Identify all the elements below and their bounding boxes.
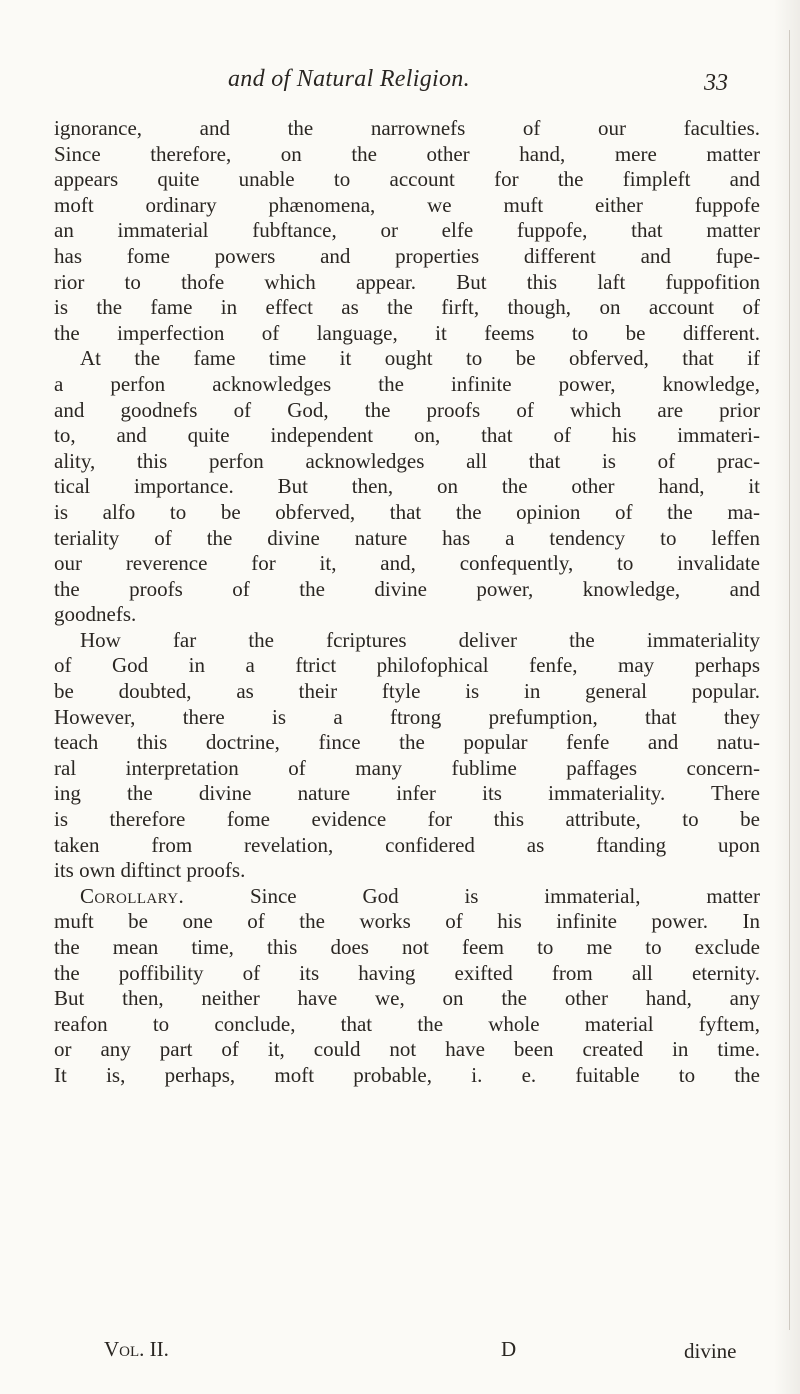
text-line: a perfon acknowledges the infinite power, knowledge, [54,371,760,396]
text-line: appears quite unable to account for the fimpleft and [54,167,760,192]
signature-line [54,1337,760,1367]
catchword: divine [684,1339,737,1363]
corollary-text: Since God is immaterial, matter [249,883,760,908]
text-line: It is, perhaps, moft probable, i. e. fuitable to the [54,1062,760,1087]
volume-label: Vol. II. [104,1337,169,1361]
text-line: rior to thofe which appear. But this laft fuppofition [54,269,760,294]
text-line: or any part of it, could not have been created in time. [54,1037,760,1062]
corollary-line [54,884,760,910]
text-line: moft ordinary phænomena, we muft either fuppofe [54,192,760,217]
text-line: But then, neither have we, on the other hand, any [54,986,760,1011]
text-line: How far the fcriptures deliver the immateriality [80,627,760,652]
page-edge-shadow [774,0,800,1394]
body-text [54,116,760,1089]
text-line: muft be one of the works of his infinite power. In [54,909,760,934]
text-line: the mean time, this does not feem to me to exclude [54,935,760,959]
text-line: However, there is a ftrong prefumption, that they [54,704,760,729]
text-line: an immaterial fubftance, or elfe fuppofe, that matter [54,218,760,243]
text-line: goodnefs. [54,602,137,627]
text-line: tical importance. But then, on the other hand, it [54,474,760,499]
text-line: ral interpretation of many fublime paffages concern- [54,755,760,780]
page-edge-line [789,30,790,1330]
text-line: ality, this perfon acknowledges all that is of prac- [54,448,760,473]
page-number: 33 [704,70,728,96]
text-line: has fome powers and properties different and fupe- [54,243,760,268]
corollary-label: Corollary. [80,883,185,908]
text-line: the imperfection of language, it feems to be different. [54,320,760,345]
text-line: to, and quite independent on, that of his immateri- [54,423,760,448]
text-line: is therefore fome evidence for this attribute, to be [54,807,760,832]
text-line: reafon to conclude, that the whole material fyftem, [54,1011,760,1036]
text-line: the poffibility of its having exifted from all eternity. [54,960,760,985]
text-line: Since therefore, on the other hand, mere matter [54,141,760,166]
signature-mark: D [501,1337,517,1361]
text-line: our reverence for it, and, confequently, to invalidate [54,551,760,576]
text-line: teriality of the divine nature has a tendency to leffen [54,525,760,550]
text-line: taken from revelation, confidered as ftanding upon [54,832,760,857]
text-line: is the fame in effect as the firft, though, on account of [54,295,760,320]
text-line: its own diftinct proofs. [54,858,246,883]
text-line: teach this doctrine, fince the popular fenfe and natu- [54,730,760,755]
running-head [0,66,800,106]
running-title: and of Natural Religion. [228,66,470,92]
text-line: be doubted, as their ftyle is in general popular. [54,679,760,704]
text-line: At the fame time it ought to be obferved, that if [80,346,760,371]
text-line: of God in a ftrict philofophical fenfe, may perhaps [54,653,760,678]
text-line: ignorance, and the narrownefs of our faculties. [54,116,760,140]
text-line: ing the divine nature infer its immateriality. There [54,781,760,806]
text-line: and goodnefs of God, the proofs of which are prior [54,397,760,422]
text-line: is alfo to be obferved, that the opinion of the ma- [54,499,760,524]
text-line: the proofs of the divine power, knowledge, and [54,576,760,601]
